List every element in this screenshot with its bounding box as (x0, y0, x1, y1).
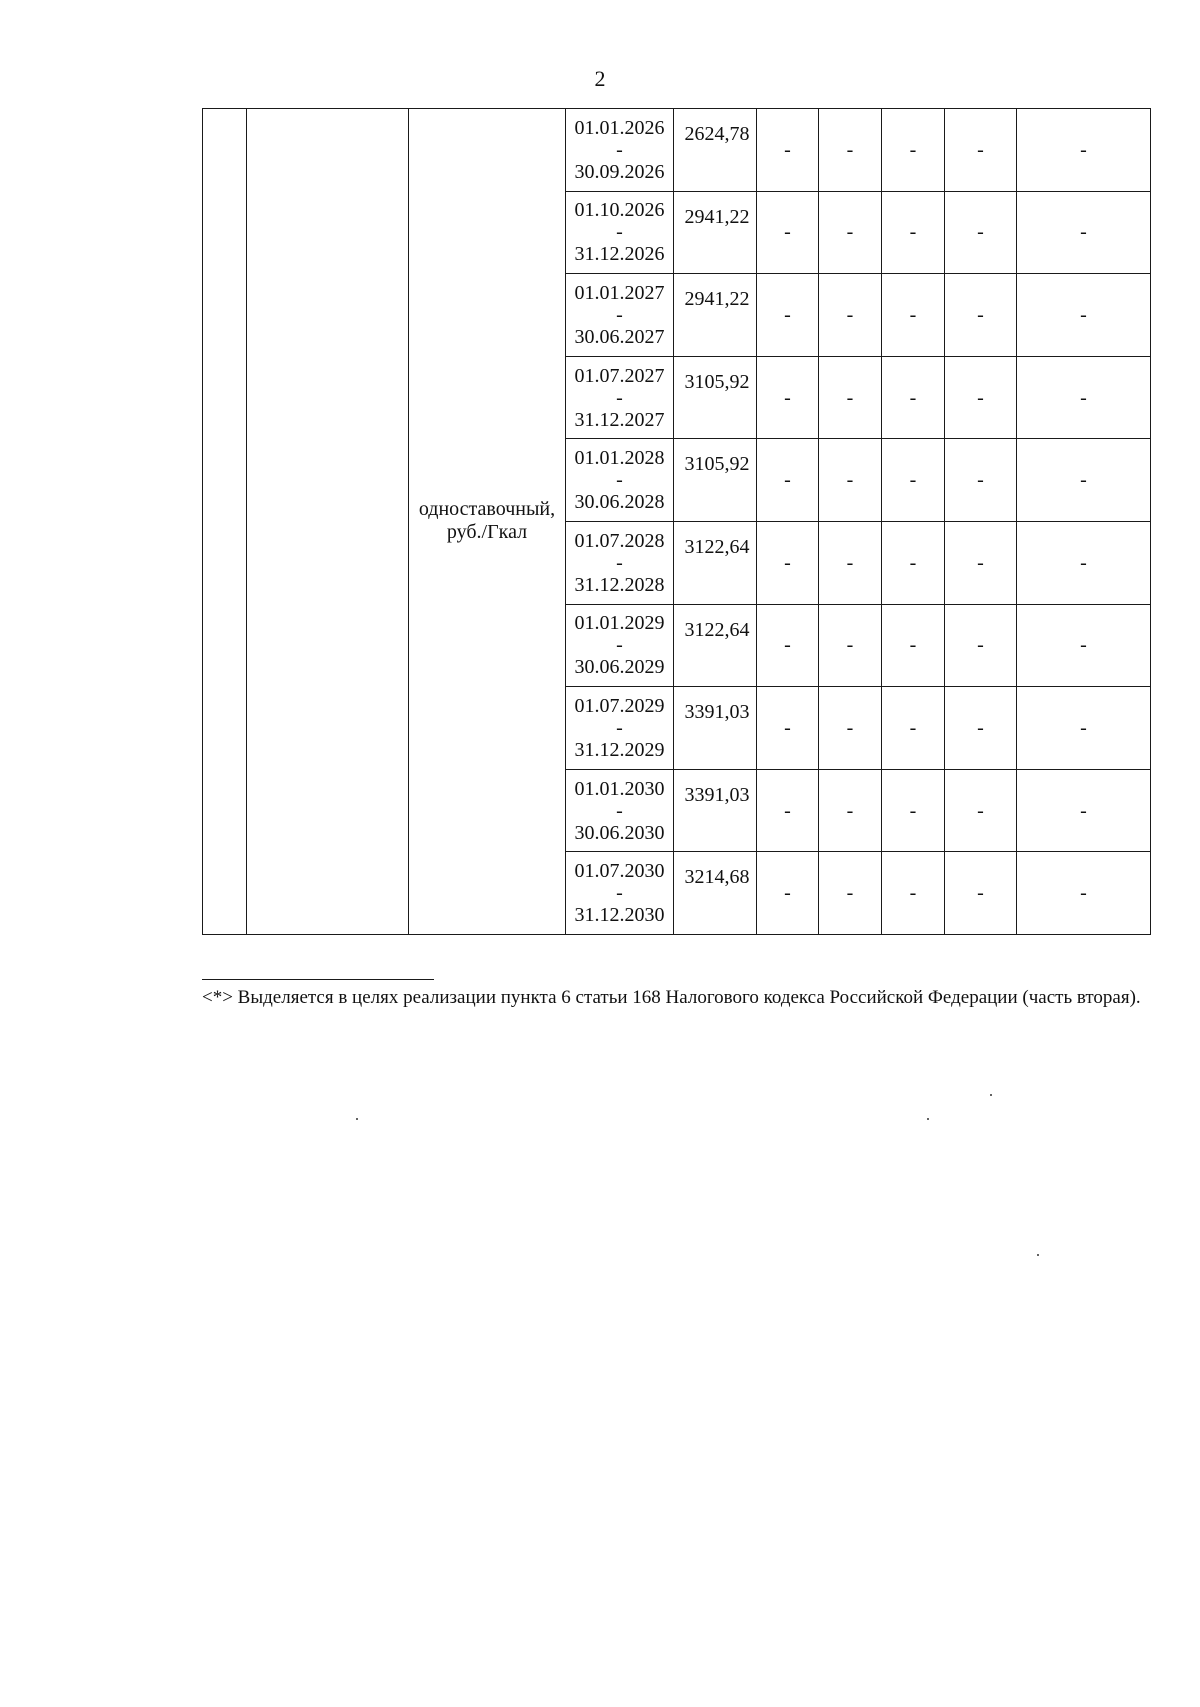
empty-value-cell: - (819, 521, 882, 604)
tariff-value-cell: 2624,78 (674, 109, 757, 192)
tariff-type-label: одноставочный, (418, 498, 556, 521)
tariff-value-cell: 3122,64 (674, 521, 757, 604)
empty-value-cell: - (945, 274, 1017, 357)
empty-value-cell: - (819, 356, 882, 439)
period-sep: - (616, 799, 623, 822)
tariff-value-cell: 3391,03 (674, 687, 757, 770)
period-sep: - (616, 221, 623, 244)
period-start: 01.01.2026 (574, 116, 665, 139)
tariff-value-cell: 3391,03 (674, 769, 757, 852)
tariff-value-cell: 2941,22 (674, 274, 757, 357)
empty-value-cell: - (882, 521, 945, 604)
empty-value-cell: - (1017, 439, 1151, 522)
empty-value-cell: - (882, 604, 945, 687)
period-start: 01.07.2027 (574, 364, 665, 387)
tariff-value-cell: 3105,92 (674, 439, 757, 522)
empty-value-cell: - (882, 109, 945, 192)
period-end: 31.12.2030 (574, 904, 665, 927)
period-sep: - (616, 303, 623, 326)
empty-value-cell: - (882, 687, 945, 770)
tariff-table-body (203, 109, 1151, 935)
period-cell (566, 604, 674, 687)
tariff-table (202, 108, 1151, 935)
empty-value-cell: - (757, 852, 819, 935)
empty-value-cell: - (1017, 274, 1151, 357)
period-start: 01.01.2027 (574, 281, 665, 304)
period-cell (566, 852, 674, 935)
empty-value-cell: - (882, 852, 945, 935)
tariff-type-label: руб./Гкал (446, 521, 528, 544)
empty-value-cell: - (757, 109, 819, 192)
empty-value-cell: - (945, 191, 1017, 274)
empty-value-cell: - (945, 109, 1017, 192)
empty-value-cell: - (819, 109, 882, 192)
empty-value-cell: - (819, 769, 882, 852)
empty-value-cell: - (757, 356, 819, 439)
period-cell (566, 439, 674, 522)
tariff-value-cell: 3105,92 (674, 356, 757, 439)
footnote: <*> Выделяется в целях реализации пункта 6 статьи 168 Налогового кодекса Российской Федерации (часть вторая). (202, 987, 1141, 1008)
tariff-type-cell (409, 109, 566, 935)
period-end: 30.09.2026 (574, 160, 665, 183)
empty-value-cell: - (1017, 521, 1151, 604)
row-number-cell (203, 109, 247, 935)
empty-value-cell: - (882, 191, 945, 274)
empty-value-cell: - (1017, 109, 1151, 192)
period-sep: - (616, 882, 623, 905)
period-cell (566, 687, 674, 770)
empty-value-cell: - (945, 852, 1017, 935)
period-start: 01.01.2030 (574, 777, 665, 800)
period-start: 01.07.2029 (574, 694, 665, 717)
empty-value-cell: - (757, 604, 819, 687)
period-end: 31.12.2027 (574, 408, 665, 431)
empty-value-cell: - (1017, 769, 1151, 852)
period-start: 01.07.2030 (574, 860, 665, 883)
page-number: 2 (594, 66, 606, 91)
scan-speck (356, 1118, 358, 1120)
scan-speck (990, 1094, 992, 1096)
empty-value-cell: - (757, 274, 819, 357)
period-start: 01.01.2028 (574, 447, 665, 470)
empty-value-cell: - (819, 439, 882, 522)
empty-value-cell: - (882, 769, 945, 852)
period-sep: - (616, 469, 623, 492)
period-end: 30.06.2028 (574, 491, 665, 514)
period-start: 01.01.2029 (574, 612, 665, 635)
period-cell (566, 769, 674, 852)
empty-value-cell: - (945, 356, 1017, 439)
empty-value-cell: - (945, 687, 1017, 770)
scan-speck (927, 1118, 929, 1120)
empty-value-cell: - (819, 687, 882, 770)
empty-value-cell: - (1017, 852, 1151, 935)
empty-value-cell: - (1017, 356, 1151, 439)
period-end: 31.12.2028 (574, 573, 665, 596)
period-end: 31.12.2026 (574, 243, 665, 266)
empty-value-cell: - (757, 521, 819, 604)
period-sep: - (616, 386, 623, 409)
period-cell (566, 356, 674, 439)
empty-value-cell: - (945, 521, 1017, 604)
period-cell (566, 521, 674, 604)
period-end: 31.12.2029 (574, 738, 665, 761)
period-cell (566, 109, 674, 192)
period-sep: - (616, 138, 623, 161)
tariff-value-cell: 3122,64 (674, 604, 757, 687)
period-start: 01.10.2026 (574, 199, 665, 222)
empty-value-cell: - (757, 191, 819, 274)
period-sep: - (616, 716, 623, 739)
table-row (203, 109, 1151, 192)
period-end: 30.06.2027 (574, 325, 665, 348)
empty-value-cell: - (1017, 604, 1151, 687)
organization-cell (247, 109, 409, 935)
period-start: 01.07.2028 (574, 529, 665, 552)
scan-speck (1037, 1254, 1039, 1256)
period-sep: - (616, 551, 623, 574)
empty-value-cell: - (945, 769, 1017, 852)
empty-value-cell: - (757, 687, 819, 770)
empty-value-cell: - (819, 604, 882, 687)
period-end: 30.06.2030 (574, 821, 665, 844)
empty-value-cell: - (819, 274, 882, 357)
footnote-divider (202, 979, 434, 980)
period-sep: - (616, 634, 623, 657)
empty-value-cell: - (757, 769, 819, 852)
empty-value-cell: - (882, 356, 945, 439)
empty-value-cell: - (882, 274, 945, 357)
empty-value-cell: - (1017, 687, 1151, 770)
empty-value-cell: - (1017, 191, 1151, 274)
period-cell (566, 191, 674, 274)
tariff-value-cell: 3214,68 (674, 852, 757, 935)
period-end: 30.06.2029 (574, 656, 665, 679)
tariff-value-cell: 2941,22 (674, 191, 757, 274)
empty-value-cell: - (819, 191, 882, 274)
empty-value-cell: - (945, 439, 1017, 522)
period-cell (566, 274, 674, 357)
empty-value-cell: - (882, 439, 945, 522)
empty-value-cell: - (757, 439, 819, 522)
empty-value-cell: - (945, 604, 1017, 687)
empty-value-cell: - (819, 852, 882, 935)
